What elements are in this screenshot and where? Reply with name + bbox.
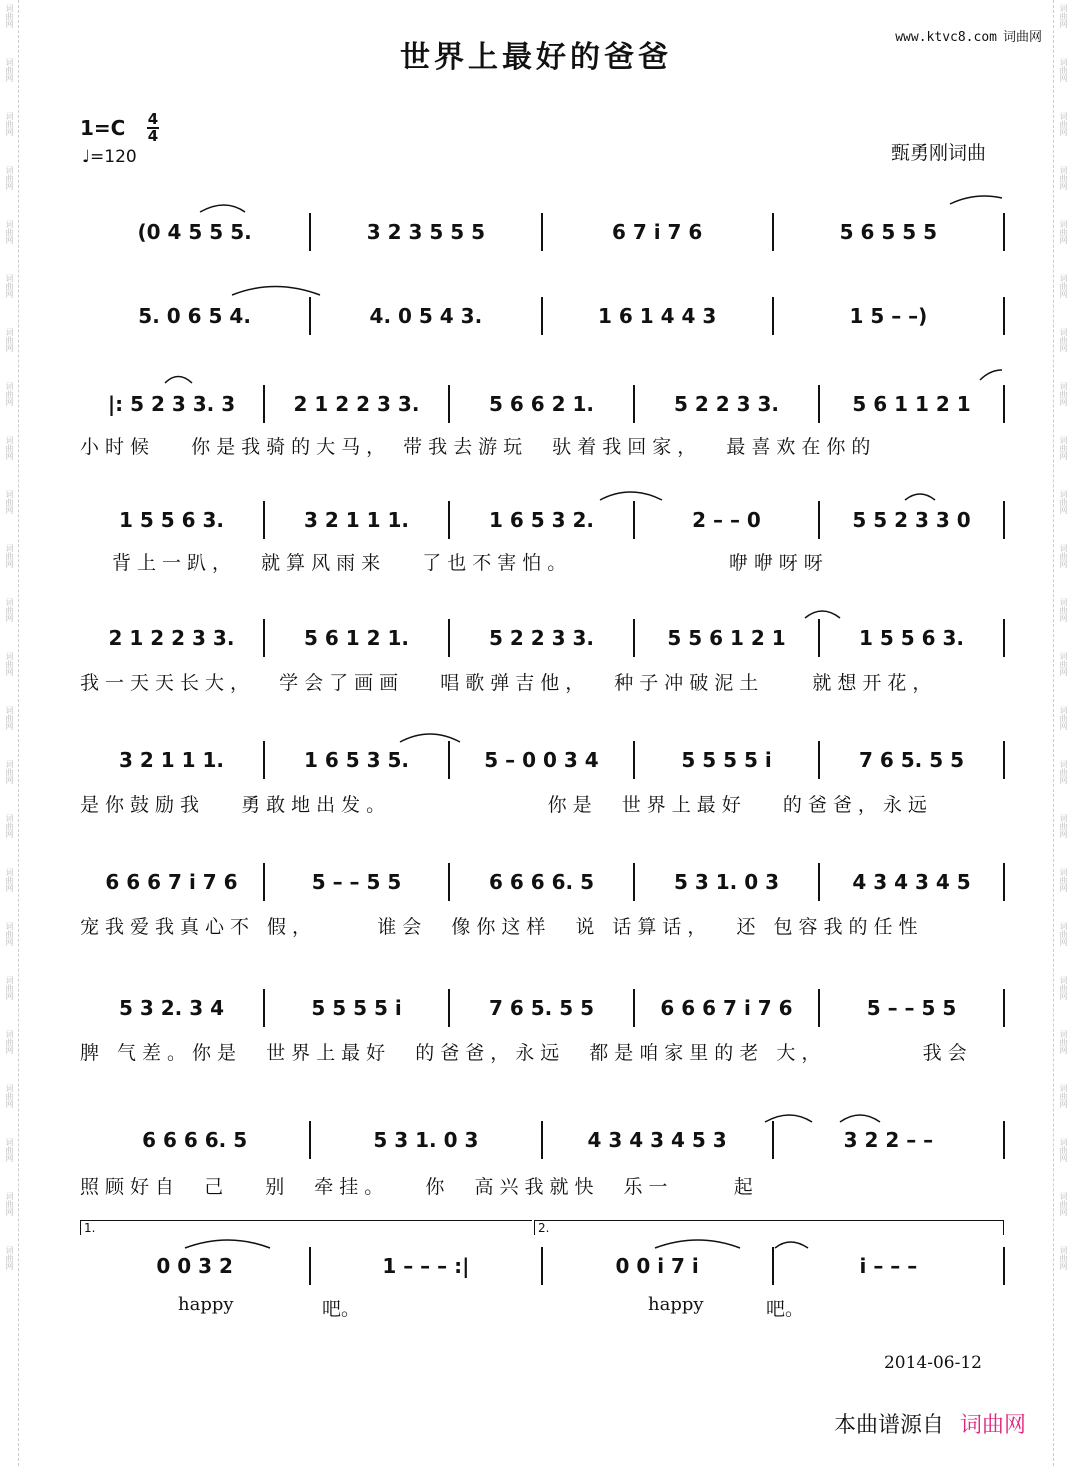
- time-signature-numerator: 4: [147, 110, 159, 128]
- side-watermark-mark: 词曲网: [5, 328, 14, 352]
- measure: 5 6 1 2 1.: [303, 626, 410, 650]
- side-watermark-mark: 词曲网: [1059, 1030, 1068, 1054]
- side-watermark-mark: 词曲网: [5, 976, 14, 1000]
- side-watermark-mark: 词曲网: [1059, 166, 1068, 190]
- side-watermark-mark: 词曲网: [5, 652, 14, 676]
- first-ending-lyric-b: 吧。: [322, 1298, 361, 1320]
- tempo-marking: ♩=120: [82, 147, 137, 167]
- side-watermark-mark: 词曲网: [1059, 1246, 1068, 1270]
- measure: (0 4 5 5 5.: [137, 220, 252, 244]
- side-watermark-mark: 词曲网: [1059, 490, 1068, 514]
- side-watermark-mark: 词曲网: [1059, 4, 1068, 28]
- site-name-text: 词曲网: [1002, 30, 1042, 45]
- notation-row: [80, 296, 1005, 336]
- notation-row: [80, 212, 1005, 252]
- measure: 5 3 2. 3 4: [118, 996, 225, 1020]
- measure: 1 6 1 4 4 3: [597, 304, 717, 328]
- barline: [1003, 297, 1005, 335]
- measure: 4. 0 5 4 3.: [369, 304, 483, 328]
- notation-row: [80, 500, 1005, 540]
- barline: [1003, 1247, 1005, 1285]
- side-watermark-mark: 词曲网: [1059, 706, 1068, 730]
- measure: 6 6 6 6. 5: [142, 1128, 248, 1152]
- measure: 5 2 2 3 3.: [673, 392, 780, 416]
- measure: 5 5 5 5 i: [681, 748, 772, 772]
- source-prefix: 本曲谱源自: [833, 1413, 944, 1438]
- first-ending-lyric-a: happy: [178, 1294, 234, 1315]
- source-credit: [834, 1408, 1026, 1439]
- second-ending-lyric-b: 吧。: [766, 1298, 805, 1320]
- measure: 4 3 4 3 4 5: [852, 870, 971, 894]
- measure: 5 6 1 1 2 1: [852, 392, 971, 416]
- side-watermark-mark: 词曲网: [5, 112, 14, 136]
- barline: [1003, 619, 1005, 657]
- second-ending-bracket: [534, 1220, 1004, 1235]
- measure: 3 2 2 – –: [843, 1128, 934, 1152]
- measure: 1 5 5 6 3.: [118, 508, 225, 532]
- notation-row: [80, 988, 1005, 1028]
- measure: 2 1 2 2 3 3.: [293, 392, 420, 416]
- measure: 6 7 i 7 6: [611, 220, 703, 244]
- side-watermark-mark: 词曲网: [1059, 1192, 1068, 1216]
- measure: 3 2 1 1 1.: [118, 748, 225, 772]
- side-watermark-mark: 词曲网: [1059, 436, 1068, 460]
- side-watermark-mark: 词曲网: [5, 274, 14, 298]
- measure: 2 1 2 2 3 3.: [108, 626, 235, 650]
- first-ending-bracket: [80, 1220, 532, 1235]
- barline: [1003, 863, 1005, 901]
- measure: 4 3 4 3 4 5 3: [587, 1128, 727, 1152]
- side-watermark-mark: 词曲网: [5, 1030, 14, 1054]
- lyrics-line-7: 照顾好自 己 别 牵挂。 你 高兴我就快 乐一 起: [80, 1176, 759, 1198]
- side-watermark-mark: 词曲网: [1059, 328, 1068, 352]
- measure: 5 3 1. 0 3: [673, 870, 780, 894]
- measure: 2 – – 0: [692, 508, 761, 532]
- lyrics-line-4: 是你鼓励我 勇敢地出发。 你是 世界上最好 的爸爸，永远: [80, 794, 933, 816]
- side-watermark-mark: 词曲网: [1059, 598, 1068, 622]
- source-brand: 词曲网: [959, 1413, 1026, 1438]
- side-watermark-mark: 词曲网: [5, 868, 14, 892]
- measure: 5 6 6 2 1.: [488, 392, 595, 416]
- side-watermark-mark: 词曲网: [5, 4, 14, 28]
- barline: [1003, 385, 1005, 423]
- lyrics-line-5: 宠我爱我真心不 假， 谁会 像你这样 说 话算话， 还 包容我的任性: [80, 916, 924, 938]
- side-watermark-mark: 词曲网: [1059, 976, 1068, 1000]
- site-url-text: www.ktvc8.com: [895, 30, 997, 45]
- measure: 6 6 6 6. 5: [488, 870, 595, 894]
- side-watermark-mark: 词曲网: [1059, 1084, 1068, 1108]
- measure: 5 5 2 3 3 0: [852, 508, 971, 532]
- measure: 5 6 5 5 5: [839, 220, 938, 244]
- measure: 5 – 0 0 3 4: [484, 748, 599, 772]
- measure: 5 5 5 5 i: [311, 996, 402, 1020]
- side-watermark-mark: 词曲网: [1059, 58, 1068, 82]
- side-watermark-mark: 词曲网: [1059, 814, 1068, 838]
- side-watermark-mark: 词曲网: [1059, 1138, 1068, 1162]
- key-signature: 1=C: [80, 116, 126, 140]
- side-watermark-mark: 词曲网: [1059, 922, 1068, 946]
- measure: 1 6 5 3 5.: [303, 748, 410, 772]
- side-watermark-mark: 词曲网: [5, 922, 14, 946]
- side-watermark-mark: 词曲网: [5, 490, 14, 514]
- notation-row: [80, 862, 1005, 902]
- side-watermark-mark: 词曲网: [5, 382, 14, 406]
- lyrics-line-1: 小时候 你是我骑的大马， 带我去游玩 驮着我回家， 最喜欢在你的: [80, 436, 877, 458]
- barline: [1003, 501, 1005, 539]
- side-watermark-mark: 词曲网: [5, 1138, 14, 1162]
- notation-row: [80, 740, 1005, 780]
- measure: 1 6 5 3 2.: [488, 508, 595, 532]
- measure: 1 5 – –): [849, 304, 928, 328]
- second-ending-lyric-a: happy: [648, 1294, 704, 1315]
- side-watermark-mark: 词曲网: [5, 58, 14, 82]
- side-watermark-mark: 词曲网: [1059, 220, 1068, 244]
- date-stamp: 2014-06-12: [883, 1353, 982, 1373]
- side-watermark-mark: 词曲网: [5, 436, 14, 460]
- measure: 3 2 3 5 5 5: [366, 220, 486, 244]
- side-watermark-mark: 词曲网: [5, 598, 14, 622]
- measure: 6 6 6 7 i 7 6: [660, 996, 793, 1020]
- measure: 1 5 5 6 3.: [858, 626, 965, 650]
- side-watermark-mark: 词曲网: [5, 166, 14, 190]
- lyricist-composer: 甄勇刚词曲: [890, 142, 986, 164]
- right-watermark-strip: [1053, 0, 1072, 1466]
- time-signature-denominator: 4: [147, 127, 159, 145]
- side-watermark-mark: 词曲网: [5, 706, 14, 730]
- measure: 3 2 1 1 1.: [303, 508, 410, 532]
- side-watermark-mark: 词曲网: [1059, 382, 1068, 406]
- first-ending-label: 1.: [84, 1221, 96, 1235]
- side-watermark-mark: 词曲网: [1059, 868, 1068, 892]
- notation-row: [80, 384, 1005, 424]
- side-watermark-mark: 词曲网: [1059, 112, 1068, 136]
- side-watermark-mark: 词曲网: [5, 1192, 14, 1216]
- measure: 0 0 3 2: [156, 1254, 233, 1278]
- lyrics-line-3: 我一天天长大， 学会了画画 唱歌弹吉他， 种子冲破泥土 就想开花，: [80, 672, 938, 694]
- notation-row: [80, 1120, 1005, 1160]
- side-watermark-mark: 词曲网: [5, 1246, 14, 1270]
- barline: [1003, 1121, 1005, 1159]
- lyrics-line-2: 背上一趴， 就算风雨来 了也不害怕。 咿咿呀呀: [112, 552, 829, 574]
- measure: |: 5 2 3 3. 3: [107, 392, 236, 416]
- notation-row: [80, 618, 1005, 658]
- side-watermark-mark: 词曲网: [1059, 760, 1068, 784]
- measure: 6 6 6 7 i 7 6: [105, 870, 238, 894]
- measure: 7 6 5. 5 5: [858, 748, 965, 772]
- measure: 5. 0 6 5 4.: [138, 304, 251, 328]
- notation-row: [80, 1246, 1005, 1286]
- measure: 5 5 6 1 2 1: [667, 626, 786, 650]
- measure: 5 – – 5 5: [866, 996, 957, 1020]
- measure: 5 2 2 3 3.: [488, 626, 595, 650]
- side-watermark-mark: 词曲网: [5, 220, 14, 244]
- side-watermark-mark: 词曲网: [5, 814, 14, 838]
- measure: 7 6 5. 5 5: [488, 996, 595, 1020]
- song-title: 世界上最好的爸爸: [400, 40, 672, 75]
- barline: [1003, 989, 1005, 1027]
- side-watermark-mark: 词曲网: [5, 544, 14, 568]
- side-watermark-mark: 词曲网: [5, 760, 14, 784]
- side-watermark-mark: 词曲网: [1059, 652, 1068, 676]
- time-signature: [147, 112, 159, 144]
- measure: 5 3 1. 0 3: [373, 1128, 479, 1152]
- barline: [1003, 741, 1005, 779]
- left-watermark-strip: [0, 0, 19, 1466]
- measure: 0 0 i 7 i: [615, 1254, 699, 1278]
- measure: 5 – – 5 5: [311, 870, 402, 894]
- measure: i – – –: [859, 1254, 918, 1278]
- side-watermark-mark: 词曲网: [5, 1084, 14, 1108]
- lyrics-line-6: 脾 气差。你是 世界上最好 的爸爸，永远 都是咱家里的老 大， 我会: [80, 1042, 973, 1064]
- measure: 1 – – – :|: [382, 1254, 470, 1278]
- side-watermark-mark: 词曲网: [1059, 274, 1068, 298]
- second-ending-label: 2.: [538, 1221, 550, 1235]
- side-watermark-mark: 词曲网: [1059, 544, 1068, 568]
- barline: [1003, 213, 1005, 251]
